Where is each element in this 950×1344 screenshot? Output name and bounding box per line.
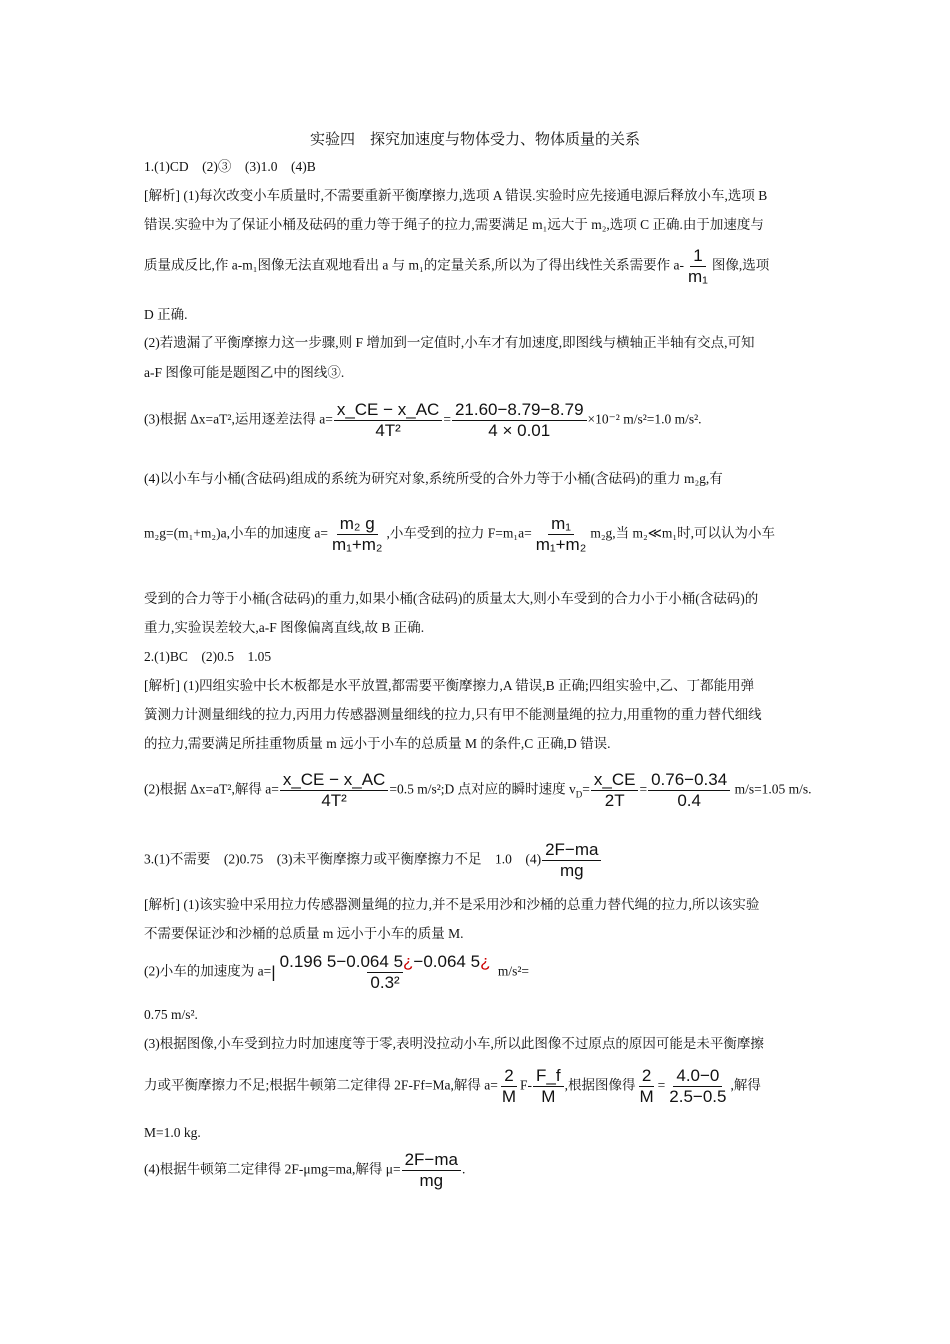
analysis-3-2-line-1: (2)小车的加速度为 a=| $\frac{0.196 5-0.064 5¿-0.064 5¿}{\text{0.3²}}$ m/s²=	[144, 952, 530, 992]
analysis-3-2-line-2: 0.75 m/s².	[144, 1007, 198, 1022]
fraction: $\frac{F\_f}{M}$	[533, 1066, 564, 1107]
answer-2: 2.(1)BC (2)0.5 1.05	[144, 649, 272, 664]
fraction: $\frac{4.0-0}{2.5-0.5}$	[669, 1066, 727, 1106]
analysis-2-1-line-2: 簧测力计测量细线的拉力,丙用力传感器测量细线的拉力,只有甲不能测量绳的拉力,用重物的重力替代细线	[144, 707, 762, 722]
fraction: $\frac{2F-ma}{mg}$	[402, 1150, 461, 1191]
analysis-2-line-2: a-F 图像可能是题图乙中的图线③.	[144, 365, 345, 380]
analysis-2-2-line: (2)根据 Δx=aT²,解得 a= $\frac{x\_CE - x\_AC}{\text{4T²}}$ =0.5 m/s²;D 点对应的瞬时速度 $v_D=$ $\frac{x\_CE}{2T}$ = $\frac{0.76-0.34}{0.4}$ m/s=1.05 m/s.	[144, 770, 812, 810]
analysis-1-line-3: 质量成反比,作 a-m₁图像无法直观地看出 a 与 m₁的定量关系,所以为了得出线性关系需要作 a- $\frac{1}{\text{m₁}}$ 图像,选项	[144, 246, 770, 286]
fraction: $\frac{2}{M}$	[501, 1066, 517, 1106]
fraction: $\frac{x\_CE - x\_AC}{\text{4T²}}$	[280, 770, 389, 811]
analysis-1-line-1: [解析] (1)每次改变小车质量时,不需要重新平衡摩擦力,选项 A 错误.实验时应先接通电源后释放小车,选项 B	[144, 188, 768, 203]
analysis-3-3-line-1: (3)根据图像,小车受到拉力时加速度等于零,表明没拉动小车,所以此图像不过原点的原因可能是未平衡摩擦	[144, 1036, 764, 1051]
fraction: $\frac{21.60-8.79-8.79}{4 \times 0.01}$	[452, 400, 587, 441]
fraction: $\frac{0.196 5-0.064 5¿-0.064 5¿}{\text{0.3²}}$	[279, 952, 491, 992]
fraction: $\frac{2}{M}$	[639, 1066, 654, 1106]
answer-1: 1.(1)CD (2)③ (3)1.0 (4)B	[144, 159, 316, 174]
analysis-3-3-line-3: M=1.0 kg.	[144, 1125, 201, 1140]
analysis-1-line-2: 错误.实验中为了保证小桶及砝码的重力等于绳子的拉力,需要满足 m₁远大于 m₂,选项 C 正确.由于加速度与	[144, 217, 764, 232]
fraction: $\frac{1}{\text{m₁}}$	[688, 246, 708, 286]
analysis-1-line-4: D 正确.	[144, 307, 188, 322]
analysis-4-line-1: (4)以小车与小桶(含砝码)组成的系统为研究对象,系统所受的合外力等于小桶(含砝码)的重力 m₂g,有	[144, 471, 723, 486]
fraction: $\frac{x\_CE - x\_AC}{\text{4T²}}$	[334, 400, 443, 441]
analysis-4-line-2: m₂g=(m₁+m₂)a,小车的加速度 a= $\frac{\text{m₂ g}}{\text{m₁+m₂}}$ ,小车受到的拉力 F=m₁a= $\frac{\text{m₁}}{\text{m₁+m₂}}$ m₂g,当 m₂≪m₁时,可以认为小车	[144, 514, 775, 554]
analysis-4-line-4: 重力,实验误差较大,a-F 图像偏离直线,故 B 正确.	[144, 620, 425, 635]
page-title: 实验四 探究加速度与物体受力、物体质量的关系	[309, 132, 640, 148]
analysis-3-1-line-2: 不需要保证沙和沙桶的总质量 m 远小于小车的质量 M.	[144, 926, 464, 941]
analysis-3-1-line-1: [解析] (1)该实验中采用拉力传感器测量绳的拉力,并不是采用沙和沙桶的总重力替代绳的拉力,所以该实验	[144, 897, 760, 912]
analysis-2-line-1: (2)若遗漏了平衡摩擦力这一步骤,则 F 增加到一定值时,小车才有加速度,即图线与横轴正半轴有交点,可知	[144, 335, 755, 350]
fraction: $\frac{0.76-0.34}{0.4}$	[648, 770, 730, 811]
analysis-4-line-3: 受到的合力等于小桶(含砝码)的重力,如果小桶(含砝码)的质量太大,则小车受到的合力小于小桶(含砝码)的	[144, 591, 759, 606]
fraction: $\frac{\text{m₁}}{\text{m₁+m₂}}$	[535, 514, 587, 554]
answer-3: 3.(1)不需要 (2)0.75 (3)未平衡摩擦力或平衡摩擦力不足 1.0 (4) $\frac{2F-ma}{mg}$	[144, 840, 602, 881]
fraction: $\frac{2F-ma}{mg}$	[542, 840, 601, 881]
analysis-3-line: (3)根据 Δx=aT²,运用逐差法得 a= $\frac{x\_CE - x\_AC}{\text{4T²}}$ = $\frac{21.60-8.79-8.79}{4 \times 0.01}$ ×10⁻² m/s²=1.0 m/s².	[144, 400, 702, 440]
analysis-3-3-line-2: 力或平衡摩擦力不足;根据牛顿第二定律得 2F-Ff=Ma,解得 a= $\frac{2}{M}$ F- $\frac{F\_f}{M}$ ,根据图像得 $\frac{2}{M}$ = $\frac{4.0-0}{2.5-0.5}$ ,解得	[144, 1066, 761, 1106]
fraction: $\frac{x\_CE}{2T}$	[591, 770, 639, 811]
analysis-2-1-line-3: 的拉力,需要满足所挂重物质量 m 远小于小车的总质量 M 的条件,C 正确,D 错误.	[144, 736, 611, 751]
analysis-2-1-line-1: [解析] (1)四组实验中长木板都是水平放置,都需要平衡摩擦力,A 错误,B 正确;四组实验中,乙、丁都能用弹	[144, 678, 755, 693]
analysis-3-4-line: (4)根据牛顿第二定律得 2F-μmg=ma,解得 μ= $\frac{2F-ma}{mg}$ .	[144, 1150, 466, 1190]
fraction: $\frac{\text{m₂ g}}{\text{m₁+m₂}}$	[331, 514, 383, 554]
